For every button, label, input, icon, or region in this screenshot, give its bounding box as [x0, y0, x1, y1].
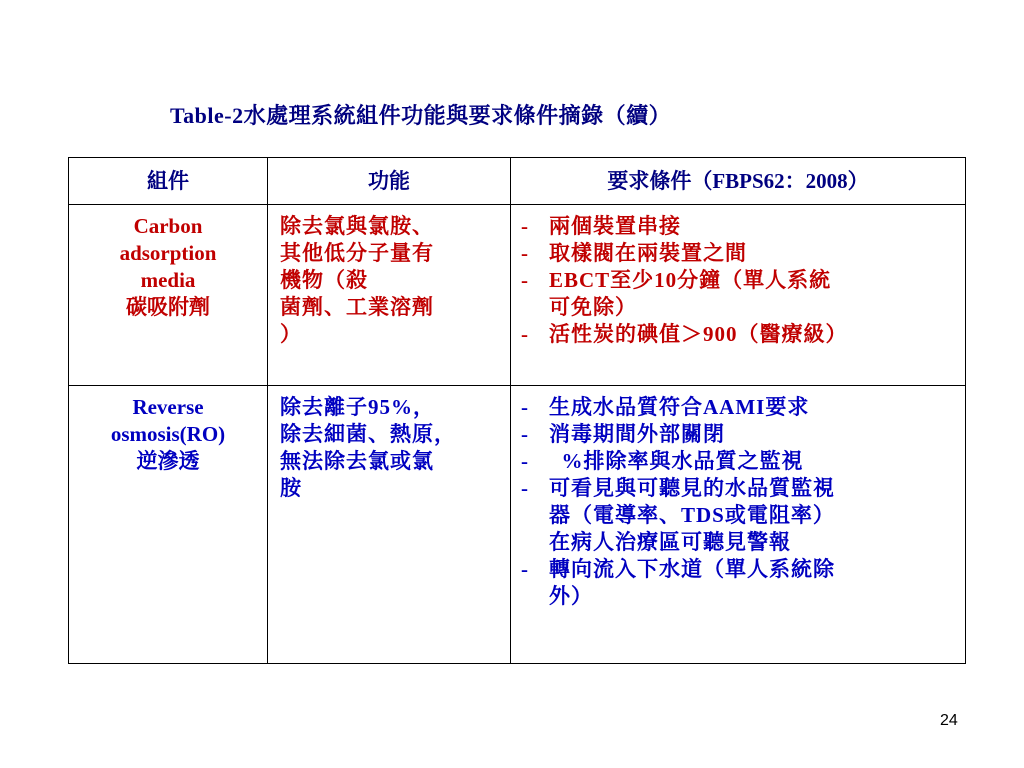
- component-line: Carbon: [133, 214, 203, 238]
- function-cell: [268, 386, 511, 664]
- component-cell: [69, 386, 268, 664]
- requirements-list: [521, 213, 959, 348]
- function-line: 菌劑、工業溶劑: [280, 295, 434, 319]
- component-line: media: [140, 268, 196, 292]
- requirement-item: [521, 556, 959, 610]
- requirement-item: [521, 240, 959, 267]
- dash-bullet: -: [521, 422, 529, 446]
- requirement-text: 外）: [549, 584, 593, 608]
- component-line: adsorption: [119, 241, 217, 265]
- header-component: 組件: [69, 158, 268, 205]
- dash-bullet: -: [521, 449, 529, 473]
- function-line: 機物（殺: [280, 268, 368, 292]
- component-line: 碳吸附劑: [126, 295, 210, 319]
- requirement-text: 活性炭的碘值＞900（醫療級）: [549, 322, 848, 346]
- function-line: ）: [280, 322, 302, 346]
- function-line: 無法除去氯或氯: [280, 449, 434, 473]
- header-requirements: 要求條件（FBPS62：2008）: [511, 158, 966, 205]
- dash-bullet: -: [521, 322, 529, 346]
- page-number: 24: [940, 712, 958, 729]
- function-line: 除去細菌、熱原，: [280, 422, 456, 446]
- function-line: 除去氯與氯胺、: [280, 214, 434, 238]
- component-line: 逆滲透: [136, 449, 200, 473]
- requirement-text: 可免除）: [549, 295, 637, 319]
- requirement-item: [521, 213, 959, 240]
- dash-bullet: -: [521, 557, 529, 581]
- requirement-item: [521, 448, 959, 475]
- function-line: 胺: [280, 476, 302, 500]
- requirement-item: [521, 321, 959, 348]
- table-row-carbon: [69, 205, 966, 386]
- requirement-item: [521, 421, 959, 448]
- dash-bullet: -: [521, 476, 529, 500]
- table-header-row: [69, 158, 966, 205]
- requirement-text: 兩個裝置串接: [549, 214, 681, 238]
- dash-bullet: -: [521, 241, 529, 265]
- requirement-text: EBCT至少10分鐘（單人系統: [549, 268, 832, 292]
- dash-bullet: -: [521, 268, 529, 292]
- requirement-text: 生成水品質符合AAMI要求: [549, 395, 810, 419]
- requirements-list: [521, 394, 959, 610]
- requirement-text: 轉向流入下水道（單人系統除: [549, 557, 835, 581]
- requirement-item: [521, 394, 959, 421]
- function-line: 其他低分子量有: [280, 241, 434, 265]
- component-cell: [69, 205, 268, 386]
- dash-bullet: -: [521, 395, 529, 419]
- table-row-ro: [69, 386, 966, 664]
- requirement-text: 可看見與可聽見的水品質監視: [549, 476, 835, 500]
- requirement-text: 消毒期間外部關閉: [549, 422, 725, 446]
- requirements-cell: [511, 205, 966, 386]
- requirements-cell: [511, 386, 966, 664]
- spec-table: [68, 157, 966, 664]
- requirement-item: [521, 267, 959, 321]
- requirement-text: %排除率與水品質之監視: [549, 449, 804, 473]
- requirement-text: 在病人治療區可聽見警報: [549, 530, 791, 554]
- function-cell: [268, 205, 511, 386]
- requirement-item: [521, 475, 959, 556]
- slide-title: Table-2水處理系統組件功能與要求條件摘錄（續）: [170, 103, 672, 128]
- requirement-text: 取樣閥在兩裝置之間: [549, 241, 747, 265]
- component-line: osmosis(RO): [110, 422, 226, 446]
- component-line: Reverse: [132, 395, 204, 419]
- function-line: 除去離子95%，: [280, 395, 435, 419]
- header-function: 功能: [268, 158, 511, 205]
- requirement-text: 器（電導率、TDS或電阻率）: [549, 503, 835, 527]
- dash-bullet: -: [521, 214, 529, 238]
